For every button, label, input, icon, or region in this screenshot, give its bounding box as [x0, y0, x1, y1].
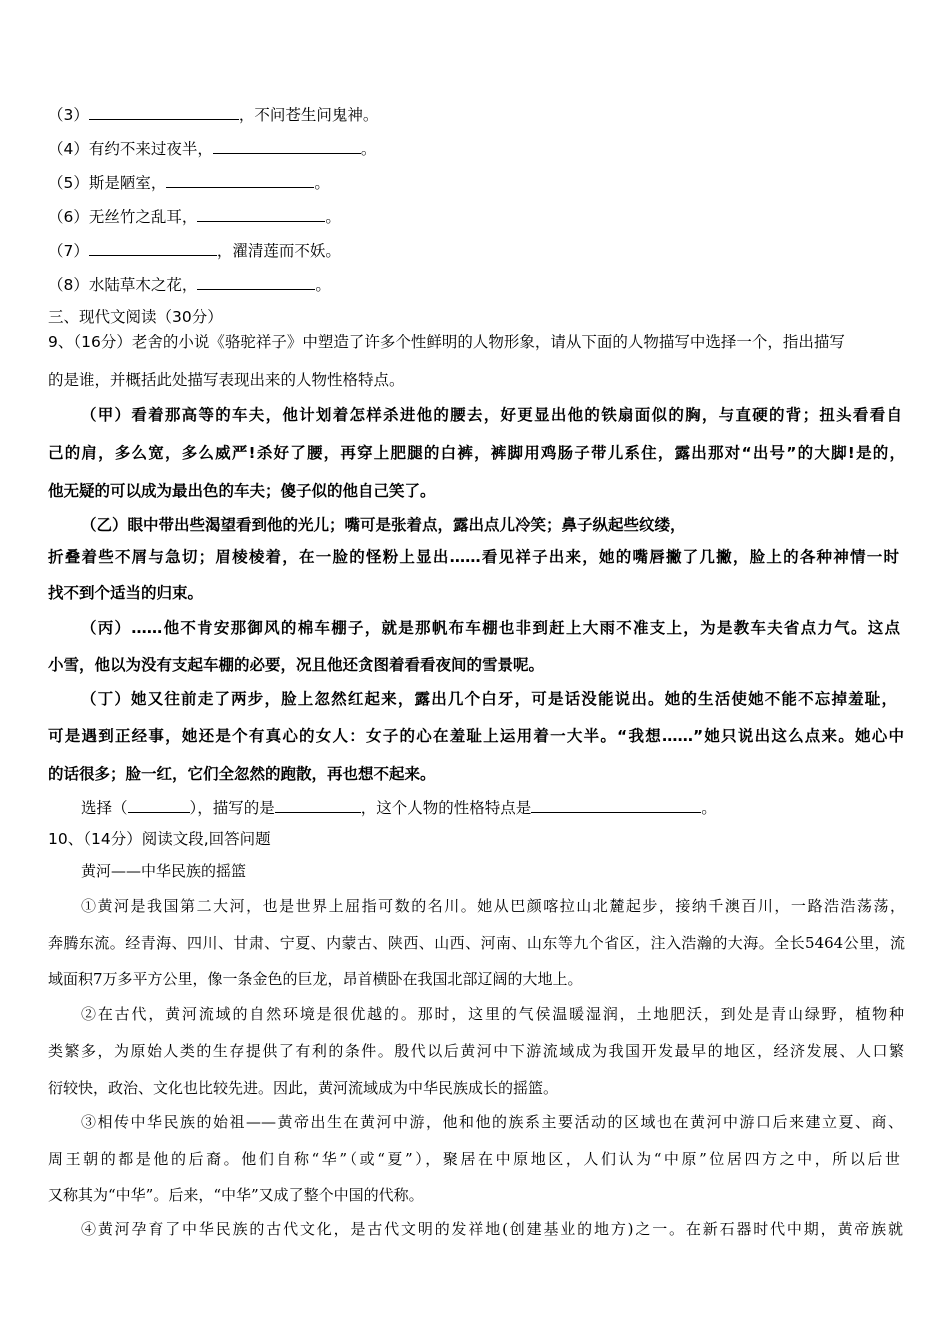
item-number: （3）: [48, 106, 89, 124]
item-number: （8）: [48, 276, 89, 294]
passage-jia: （甲）看着那高等的车夫，他计划着怎样杀进他的腰去，好更显出他的铁扇面似的胸，与直硬的背；扭头看看自: [81, 406, 902, 424]
fill-item-7: [48, 240, 341, 261]
answer-label: 。: [701, 799, 717, 817]
answer-blank[interactable]: [89, 104, 239, 120]
fill-item-5: [48, 172, 330, 193]
answer-label: 选择（: [81, 799, 128, 817]
item-number: （5）: [48, 174, 89, 192]
article-paragraph-3: 又称其为“中华”。后来，“中华”又成了整个中国的代称。: [48, 1186, 424, 1204]
item-text: 有约不来过夜半，: [88, 140, 213, 158]
item-text: 斯是陋室，: [88, 174, 167, 192]
article-paragraph-1: 奔腾东流。经青海、四川、甘肃、宁夏、内蒙古、陕西、山西、河南、山东等九个省区，注入浩瀚的大海。全长5464公里，流: [48, 934, 905, 952]
passage-ding: 可是遇到正经事，她还是个有真心的女人：女子的心在羞耻上运用着一大半。“我想……”她只说出这么点来。她心中: [48, 727, 904, 745]
article-paragraph-1: 域面积7万多平方公里，像一条金色的巨龙，昂首横卧在我国北部辽阔的大地上。: [48, 970, 583, 988]
article-paragraph-2: 类繁多，为原始人类的生存提供了有利的条件。殷代以后黄河中下游流域成为我国开发最早的地区，经济发展、人口繁: [48, 1042, 904, 1060]
fill-item-8: [48, 274, 331, 295]
passage-ding: 的话很多；脸一红，它们全忽然的跑散，再也想不起来。: [48, 765, 436, 783]
article-paragraph-3: 周王朝的都是他的后裔。他们自称“华”（或“夏”），聚居在中原地区，人们认为“中原”位居四方之中，所以后世: [48, 1150, 900, 1168]
article-paragraph-4: ④黄河孕育了中华民族的古代文化，是古代文明的发祥地(创建基业的地方)之一。在新石器时代中期，黄帝族就: [81, 1220, 903, 1238]
article-paragraph-2: 衍较快，政治、文化也比较先进。因此，黄河流域成为中华民族成长的摇篮。: [48, 1079, 559, 1097]
item-text: ，不问苍生问鬼神。: [238, 106, 379, 124]
item-number: （7）: [48, 242, 89, 260]
item-text: 水陆草木之花，: [88, 276, 198, 294]
article-paragraph-2: ②在古代，黄河流域的自然环境是很优越的。那时，这里的气侯温暖湿润，土地肥沃，到处是青山绿野，植物种: [81, 1005, 904, 1023]
passage-yi: 折叠着些不屑与急切；眉棱棱着，在一脸的怪粉上显出……看见祥子出来，她的嘴唇撇了几撇，脸上的各种神情一时: [48, 548, 899, 566]
passage-bing: 小雪，他以为没有支起车棚的必要，况且他还贪图着看看夜间的雪景呢。: [48, 656, 545, 674]
q9-answer-line: [81, 797, 717, 818]
item-text: 。: [314, 174, 330, 192]
item-number: （4）: [48, 140, 89, 158]
passage-jia: 他无疑的可以成为最出色的车夫；傻子似的他自己笑了。: [48, 482, 436, 500]
article-paragraph-1: ①黄河是我国第二大河，也是世界上屈指可数的名川。她从巴颜喀拉山北麓起步，接纳千澳百川，一路浩浩荡荡，: [81, 897, 905, 915]
answer-label: ，这个人物的性格特点是: [360, 799, 532, 817]
item-text: 。: [315, 276, 331, 294]
fill-item-4: [48, 138, 376, 159]
item-text: ，濯清莲而不妖。: [216, 242, 341, 260]
answer-blank[interactable]: [89, 240, 217, 256]
item-number: （6）: [48, 208, 89, 226]
choice-blank[interactable]: [128, 797, 190, 813]
answer-blank[interactable]: [213, 138, 361, 154]
item-text: 。: [325, 208, 341, 226]
item-text: 。: [360, 140, 377, 158]
character-blank[interactable]: [275, 797, 361, 813]
passage-yi: （乙）眼中带出些渴望看到他的光儿；嘴可是张着点，露出点儿冷笑；鼻子纵起些纹缕，: [81, 516, 686, 534]
trait-blank[interactable]: [531, 797, 701, 813]
fill-item-6: [48, 206, 341, 227]
q9-prompt: 的是谁，并概括此处描写表现出来的人物性格特点。: [48, 371, 405, 389]
section-title: 三、现代文阅读（30分）: [48, 308, 223, 326]
article-paragraph-3: ③相传中华民族的始祖——黄帝出生在黄河中游，他和他的族系主要活动的区域也在黄河中游口后来建立夏、商、: [81, 1113, 903, 1131]
item-text: 无丝竹之乱耳，: [88, 208, 198, 226]
passage-ding: （丁）她又往前走了两步，脸上忽然红起来，露出几个白牙，可是话没能说出。她的生活使她不能不忘掉羞耻，: [81, 690, 897, 708]
article-title: 黄河——中华民族的摇篮: [81, 862, 247, 880]
passage-jia: 己的肩，多么宽，多么威严!杀好了腰，再穿上肥腿的白裤，裤脚用鸡肠子带儿系住，露出那对“出号”的大脚!是的，: [48, 444, 905, 462]
passage-yi: 找不到个适当的归束。: [48, 584, 204, 602]
q9-prompt: 9、（16分）老舍的小说《骆驼祥子》中塑造了许多个性鲜明的人物形象，请从下面的人物描写中选择一个，指出描写: [48, 333, 845, 351]
passage-bing: （丙）……他不肯安那御风的棉车棚子，就是那帆布车棚也非到赶上大雨不准支上，为是教车夫省点力气。这点: [81, 619, 900, 637]
fill-item-3: [48, 104, 378, 125]
q10-prompt: 10、（14分）阅读文段,回答问题: [48, 830, 271, 848]
answer-blank[interactable]: [197, 274, 315, 290]
answer-blank[interactable]: [197, 206, 325, 222]
answer-label: ），描写的是: [189, 799, 275, 817]
answer-blank[interactable]: [166, 172, 314, 188]
